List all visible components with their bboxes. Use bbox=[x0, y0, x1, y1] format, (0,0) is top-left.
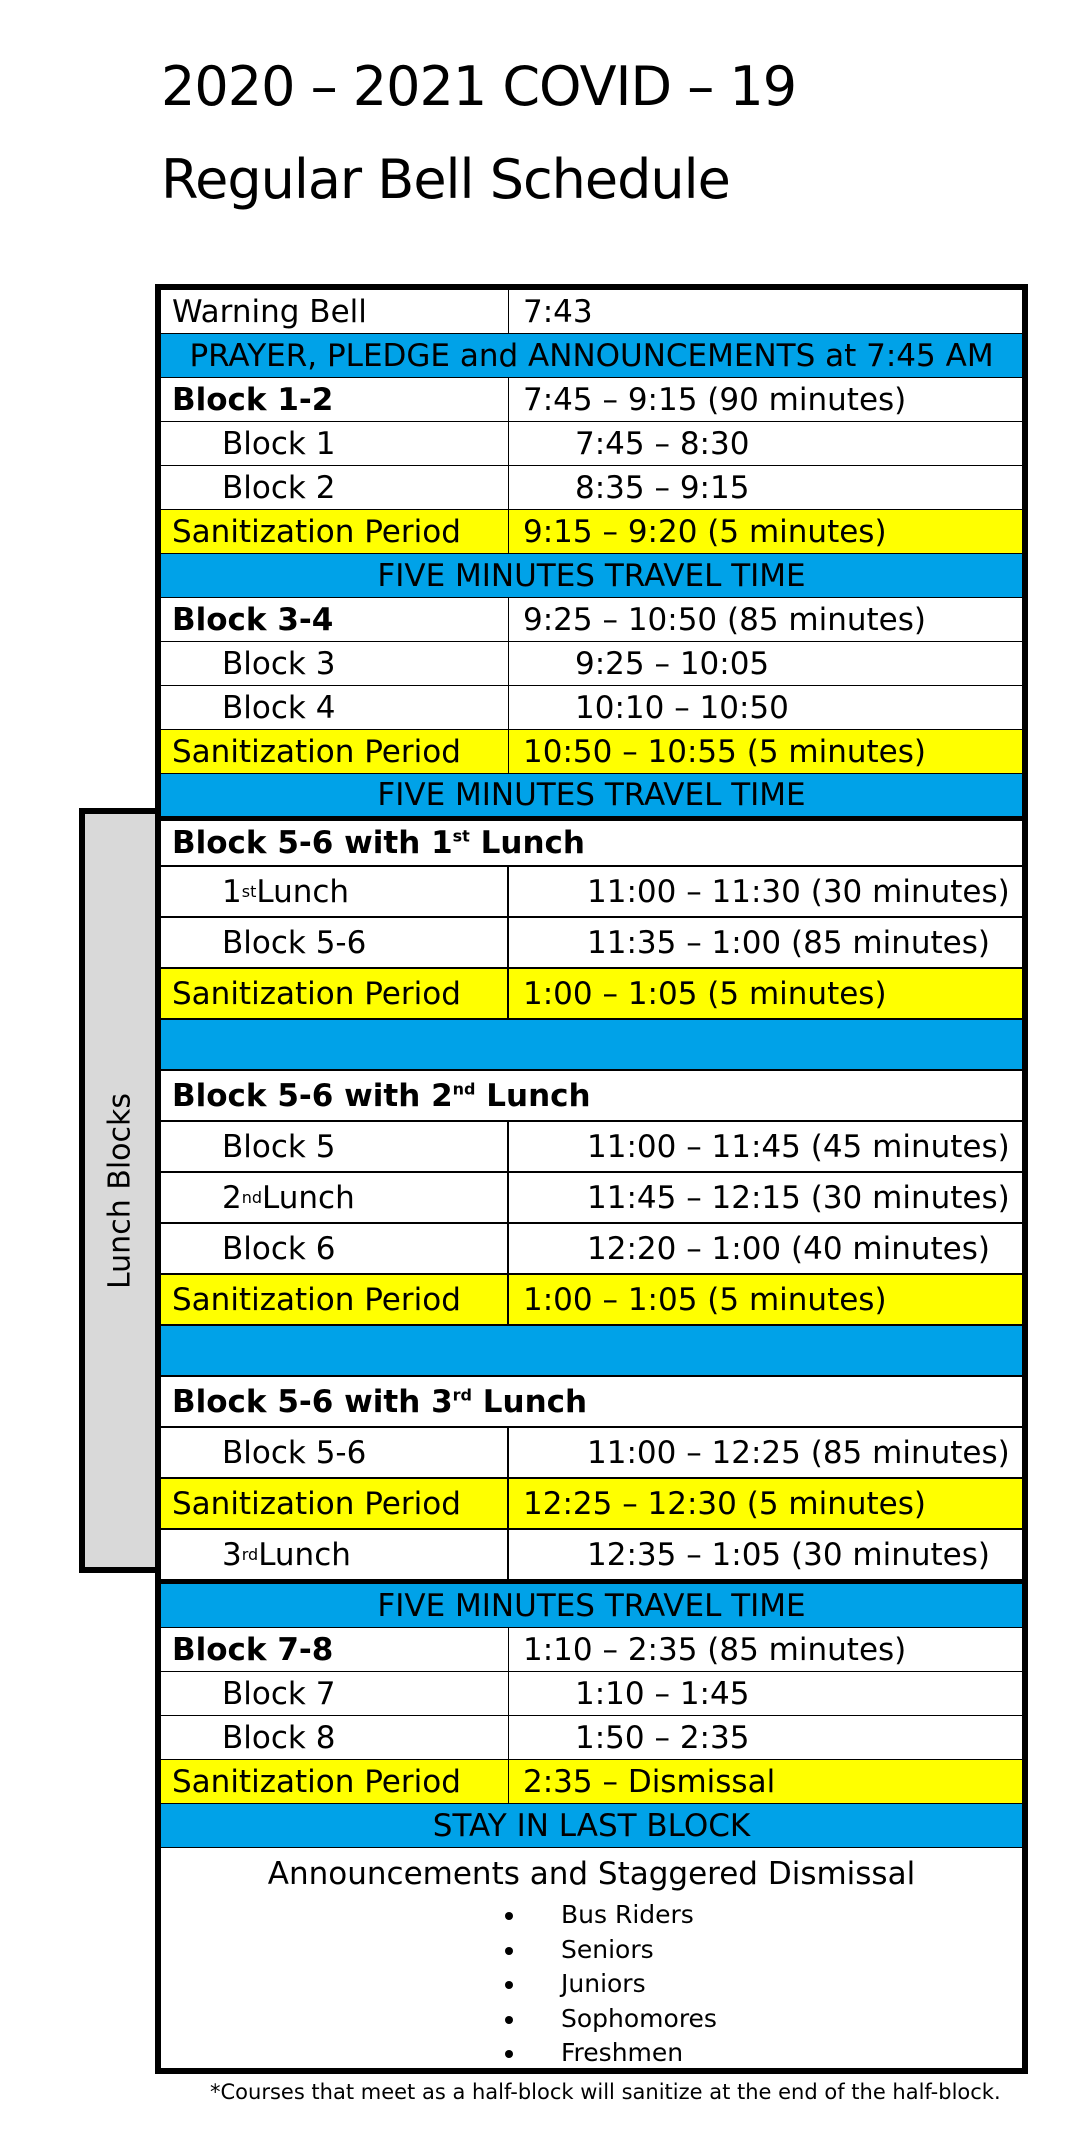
row-label: 2 nd Lunch bbox=[161, 1173, 509, 1222]
blank-divider-row bbox=[161, 1326, 1022, 1377]
title-line-2: Regular Bell Schedule bbox=[161, 148, 730, 211]
lunch-header-row bbox=[161, 1071, 1022, 1122]
banner-text: FIVE MINUTES TRAVEL TIME bbox=[377, 777, 806, 813]
sanitization-row bbox=[161, 510, 1022, 554]
row-label: Warning Bell bbox=[161, 290, 509, 333]
stay-banner bbox=[161, 1804, 1022, 1848]
sanitization-row bbox=[161, 969, 1022, 1020]
travel-time-banner bbox=[161, 774, 1022, 821]
schedule-row bbox=[161, 378, 1022, 422]
row-time: 9:25 – 10:50 (85 minutes) bbox=[523, 601, 926, 638]
lunch-blocks-bracket bbox=[79, 808, 161, 1573]
dismissal-title: Announcements and Staggered Dismissal bbox=[267, 1856, 916, 1892]
bell-schedule-table bbox=[155, 284, 1028, 2074]
row-time: 8:35 – 9:15 bbox=[575, 469, 750, 506]
footnote: *Courses that meet as a half-block will sanitize at the end of the half-block. bbox=[210, 2080, 1001, 2104]
bullet-icon bbox=[505, 1912, 513, 1920]
row-label: Block 7-8 bbox=[161, 1628, 509, 1671]
row-time: 7:45 – 9:15 (90 minutes) bbox=[523, 381, 907, 418]
blank-divider-row bbox=[161, 1020, 1022, 1071]
schedule-row bbox=[161, 867, 1022, 918]
row-time: 2:35 – Dismissal bbox=[523, 1763, 776, 1800]
row-label: Block 4 bbox=[161, 686, 509, 729]
schedule-row bbox=[161, 466, 1022, 510]
list-item: Juniors bbox=[509, 1967, 717, 2002]
row-time: 11:00 – 11:30 (30 minutes) bbox=[587, 873, 1010, 910]
page-title bbox=[161, 40, 1061, 226]
row-time: 11:45 – 12:15 (30 minutes) bbox=[587, 1179, 1010, 1216]
schedule-row bbox=[161, 1530, 1022, 1584]
bullet-icon bbox=[505, 2016, 513, 2024]
row-label: Block 6 bbox=[161, 1224, 509, 1273]
sanitization-row bbox=[161, 1760, 1022, 1804]
row-time: 9:15 – 9:20 (5 minutes) bbox=[523, 513, 887, 550]
schedule-row bbox=[161, 1628, 1022, 1672]
row-label: 1 st Lunch bbox=[161, 867, 509, 916]
row-time: 7:45 – 8:30 bbox=[575, 425, 750, 462]
banner-text: FIVE MINUTES TRAVEL TIME bbox=[377, 557, 806, 594]
lunch-header-row bbox=[161, 821, 1022, 867]
row-time: 9:25 – 10:05 bbox=[575, 645, 770, 682]
row-label: Block 7 bbox=[161, 1672, 509, 1715]
list-item: Seniors bbox=[509, 1933, 717, 1968]
row-label: 3 rd Lunch bbox=[161, 1530, 509, 1579]
lunch-header: Block 5-6 with 2nd Lunch bbox=[172, 1077, 591, 1114]
schedule-row bbox=[161, 686, 1022, 730]
schedule-row bbox=[161, 1173, 1022, 1224]
sanitization-row bbox=[161, 1275, 1022, 1326]
travel-time-banner bbox=[161, 1584, 1022, 1628]
row-label: Block 3 bbox=[161, 642, 509, 685]
schedule-row bbox=[161, 1672, 1022, 1716]
list-item: Bus Riders bbox=[509, 1898, 717, 1933]
title-line-1: 2020 – 2021 COVID – 19 bbox=[161, 55, 797, 118]
list-item: Sophomores bbox=[509, 2002, 717, 2037]
banner-text: PRAYER, PLEDGE and ANNOUNCEMENTS at 7:45 AM bbox=[189, 337, 994, 374]
row-label: Block 5-6 bbox=[161, 1428, 509, 1477]
row-label: Block 1 bbox=[161, 422, 509, 465]
row-time: 12:35 – 1:05 (30 minutes) bbox=[587, 1536, 990, 1573]
schedule-row bbox=[161, 918, 1022, 969]
row-label: Block 3-4 bbox=[161, 598, 509, 641]
lunch-header: Block 5-6 with 3rd Lunch bbox=[172, 1383, 588, 1420]
travel-time-banner bbox=[161, 554, 1022, 598]
row-time: 11:00 – 11:45 (45 minutes) bbox=[587, 1128, 1010, 1165]
lunch-blocks-label: Lunch Blocks bbox=[102, 1092, 138, 1289]
schedule-row bbox=[161, 422, 1022, 466]
row-label: Block 2 bbox=[161, 466, 509, 509]
row-label: Sanitization Period bbox=[161, 1760, 509, 1803]
lunch-header: Block 5-6 with 1st Lunch bbox=[172, 825, 585, 861]
lunch-header-row bbox=[161, 1377, 1022, 1428]
row-time: 12:20 – 1:00 (40 minutes) bbox=[587, 1230, 990, 1267]
row-time: 1:50 – 2:35 bbox=[575, 1719, 750, 1756]
schedule-row bbox=[161, 1716, 1022, 1760]
row-time: 11:35 – 1:00 (85 minutes) bbox=[587, 924, 990, 961]
row-time: 10:10 – 10:50 bbox=[575, 689, 789, 726]
bullet-icon bbox=[505, 1947, 513, 1955]
row-time: 1:00 – 1:05 (5 minutes) bbox=[523, 975, 887, 1012]
sanitization-row bbox=[161, 1479, 1022, 1530]
row-label: Sanitization Period bbox=[161, 510, 509, 553]
schedule-row bbox=[161, 290, 1022, 334]
banner-text: STAY IN LAST BLOCK bbox=[432, 1807, 751, 1844]
bullet-icon bbox=[505, 2050, 513, 2058]
row-label: Block 5-6 bbox=[161, 918, 509, 967]
schedule-row bbox=[161, 1428, 1022, 1479]
row-time: 10:50 – 10:55 (5 minutes) bbox=[523, 733, 926, 770]
list-item: Freshmen bbox=[509, 2036, 717, 2071]
schedule-row bbox=[161, 598, 1022, 642]
row-time: 11:00 – 12:25 (85 minutes) bbox=[587, 1434, 1010, 1471]
announcement-banner bbox=[161, 334, 1022, 378]
row-time: 7:43 bbox=[523, 293, 593, 330]
row-time: 1:10 – 1:45 bbox=[575, 1675, 750, 1712]
row-time: 12:25 – 12:30 (5 minutes) bbox=[523, 1485, 926, 1522]
row-time: 1:10 – 2:35 (85 minutes) bbox=[523, 1631, 907, 1668]
row-label: Sanitization Period bbox=[161, 1275, 509, 1324]
schedule-row bbox=[161, 1224, 1022, 1275]
row-label: Block 8 bbox=[161, 1716, 509, 1759]
sanitization-row bbox=[161, 730, 1022, 774]
row-label: Block 1-2 bbox=[161, 378, 509, 421]
banner-text: FIVE MINUTES TRAVEL TIME bbox=[377, 1587, 806, 1624]
row-label: Sanitization Period bbox=[161, 969, 509, 1018]
dismissal-section bbox=[161, 1848, 1022, 2068]
row-label: Block 5 bbox=[161, 1122, 509, 1171]
row-label: Sanitization Period bbox=[161, 730, 509, 773]
bullet-icon bbox=[505, 1981, 513, 1989]
schedule-row bbox=[161, 1122, 1022, 1173]
schedule-row bbox=[161, 642, 1022, 686]
dismissal-list bbox=[509, 1898, 717, 2071]
row-time: 1:00 – 1:05 (5 minutes) bbox=[523, 1281, 887, 1318]
row-label: Sanitization Period bbox=[161, 1479, 509, 1528]
